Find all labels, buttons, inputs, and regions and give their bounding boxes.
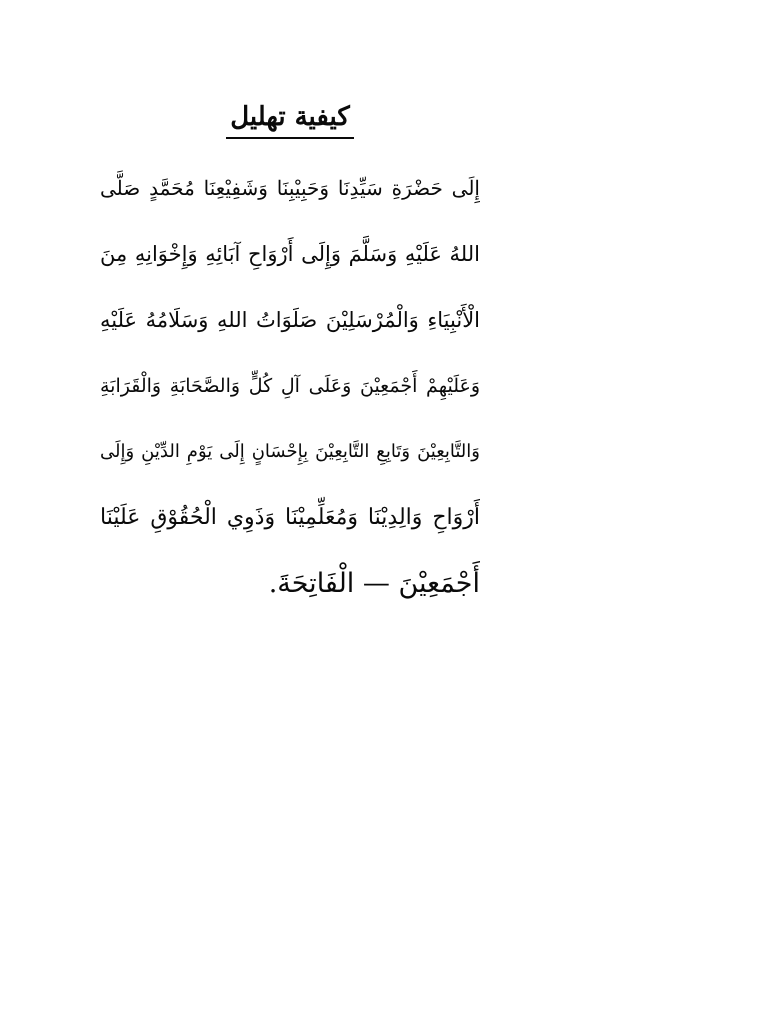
text-line: وَعَلَيْهِمْ أَجْمَعِيْنَ وَعَلَى آلِ كُلٍّ وَالصَّحَابَةِ وَالْقَرَابَةِ	[100, 375, 480, 397]
text-line: الْأَنْبِيَاءِ وَالْمُرْسَلِيْنَ صَلَوَاتُ اللهِ وَسَلَامُهُ عَلَيْهِ	[100, 308, 480, 332]
text-line: وَالتَّابِعِيْنَ وَتَابِعِ التَّابِعِيْنَ بِإِحْسَانٍ إِلَى يَوْمِ الدِّيْنِ وَإِلَى	[100, 441, 480, 462]
text-line: أَرْوَاحِ وَالِدِيْنَا وَمُعَلِّمِيْنَا وَذَوِي الْحُقُوْقِ عَلَيْنَا	[100, 505, 480, 530]
text-line: اللهُ عَلَيْهِ وَسَلَّمَ وَإِلَى أَرْوَاحِ آبَائِهِ وَإِخْوَانِهِ مِنَ	[100, 242, 480, 266]
title-text: كيفية تهليل	[226, 99, 354, 139]
page-title	[100, 95, 480, 139]
text-line: إِلَى حَضْرَةِ سَيِّدِنَا وَحَبِيْبِنَا وَشَفِيْعِنَا مُحَمَّدٍ صَلَّى	[100, 176, 480, 200]
tahlil-text-body	[100, 155, 480, 617]
scanned-text-block	[100, 95, 480, 599]
text-line-final: أَجْمَعِيْنَ — الْفَاتِحَةَ.	[268, 568, 480, 599]
